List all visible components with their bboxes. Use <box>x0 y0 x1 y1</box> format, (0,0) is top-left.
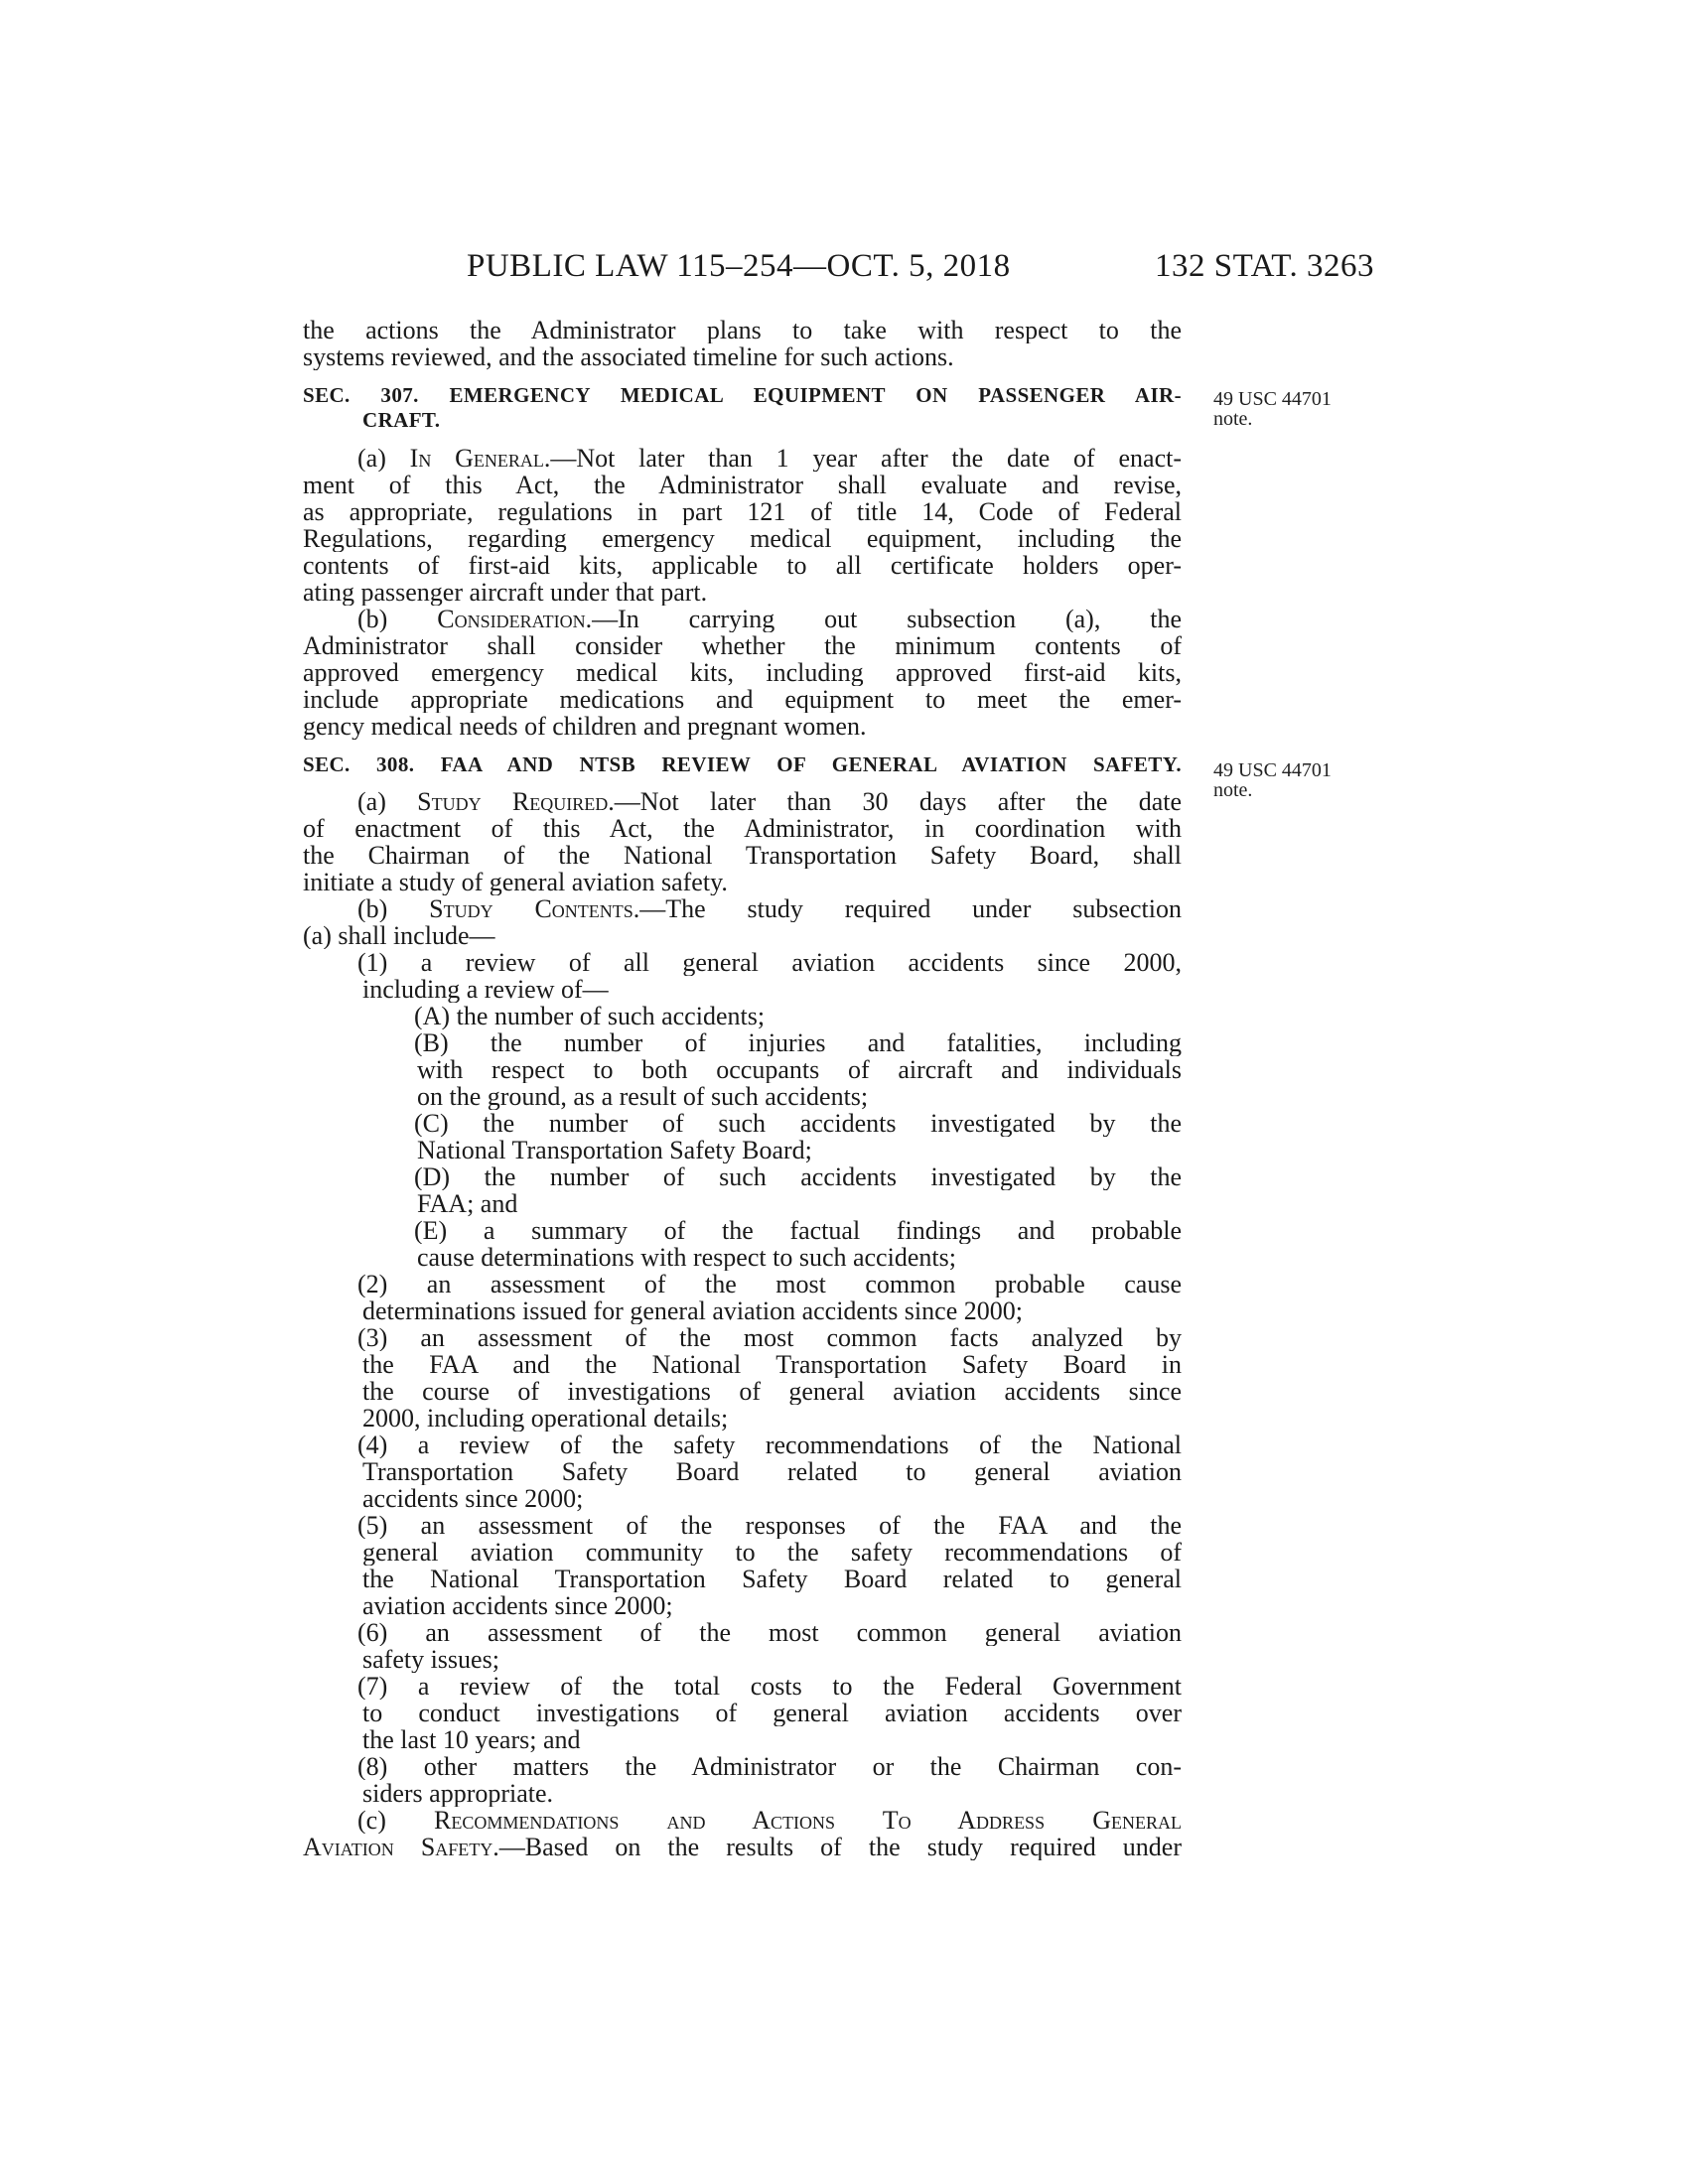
subparagraph-item-d: (D) the number of such accidents investigated by the <box>414 1163 1182 1190</box>
body-line: of enactment of this Act, the Administrator, in coordination with <box>303 815 1182 842</box>
paragraph-item-3: (3) an assessment of the most common facts analyzed by <box>357 1324 1182 1351</box>
subsection-caption: Recommendations and Actions To Address General <box>434 1807 1182 1834</box>
body-line: the course of investigations of general aviation accidents since <box>362 1378 1182 1405</box>
subsection-label: (a) <box>357 445 410 472</box>
body-line: accidents since 2000; <box>362 1485 584 1512</box>
margin-note-suffix: note. <box>1213 408 1253 430</box>
body-line: siders appropriate. <box>362 1780 554 1807</box>
body-line: general aviation community to the safety recommendations of <box>362 1539 1182 1566</box>
section-heading-307: SEC. 307. EMERGENCY MEDICAL EQUIPMENT ON PASSENGER AIR- <box>303 383 1182 407</box>
subsection-caption: In General <box>409 445 544 472</box>
body-line: include appropriate medications and equipment to meet the emer- <box>303 686 1182 713</box>
body-line: to conduct investigations of general aviation accidents over <box>362 1700 1182 1726</box>
subsection-text: .—The study required under subsection <box>633 895 1182 922</box>
body-line: the National Transportation Safety Board related to general <box>362 1566 1182 1592</box>
body-line: the Chairman of the National Transportation Safety Board, shall <box>303 842 1182 869</box>
subsection-307-b <box>357 606 1182 632</box>
section-heading-308: SEC. 308. FAA AND NTSB REVIEW OF GENERAL AVIATION SAFETY. <box>303 752 1182 776</box>
body-line: Regulations, regarding emergency medical equipment, including the <box>303 525 1182 552</box>
subparagraph-item-e: (E) a summary of the factual findings and probable <box>414 1217 1182 1244</box>
body-line: gency medical needs of children and pregnant women. <box>303 713 867 740</box>
paragraph-item-7: (7) a review of the total costs to the Federal Government <box>357 1673 1182 1700</box>
paragraph-item-2: (2) an assessment of the most common probable cause <box>357 1271 1182 1297</box>
paragraph-item-6: (6) an assessment of the most common general aviation <box>357 1619 1182 1646</box>
section-heading-307-cont: CRAFT. <box>362 408 441 432</box>
subsection-caption-cont: Aviation Safety <box>303 1834 493 1860</box>
running-header-title: PUBLIC LAW 115–254—OCT. 5, 2018 <box>467 248 1011 284</box>
margin-note-suffix: note. <box>1213 779 1253 801</box>
subsection-text: .—Not later than 1 year after the date of enact- <box>543 445 1182 472</box>
margin-note-citation: 49 USC 44701 <box>1213 388 1332 410</box>
body-text-column <box>303 0 1182 2184</box>
subsection-caption: Study Required <box>417 788 609 815</box>
subsection-308-a <box>357 788 1182 815</box>
subsection-308-c <box>357 1807 1182 1834</box>
subparagraph-item-a: (A) the number of such accidents; <box>414 1003 766 1029</box>
paragraph-item-5: (5) an assessment of the responses of the FAA and the <box>357 1512 1182 1539</box>
paragraph-item-8: (8) other matters the Administrator or the Chairman con- <box>357 1753 1182 1780</box>
subparagraph-item-c: (C) the number of such accidents investigated by the <box>414 1110 1182 1137</box>
subsection-text: .—Based on the results of the study required under <box>492 1834 1182 1860</box>
body-line: cause determinations with respect to such accidents; <box>417 1244 956 1271</box>
body-line: on the ground, as a result of such accidents; <box>417 1083 869 1110</box>
body-line: systems reviewed, and the associated timeline for such actions. <box>303 343 954 370</box>
paragraph-item-1: (1) a review of all general aviation accidents since 2000, <box>357 949 1182 976</box>
paragraph-item-4: (4) a review of the safety recommendations of the National <box>357 1432 1182 1458</box>
subparagraph-item-b: (B) the number of injuries and fatalities, including <box>414 1029 1182 1056</box>
body-line: the actions the Administrator plans to take with respect to the <box>303 317 1182 343</box>
body-line: National Transportation Safety Board; <box>417 1137 812 1163</box>
body-line: safety issues; <box>362 1646 499 1673</box>
body-line: the last 10 years; and <box>362 1726 581 1753</box>
body-line: Transportation Safety Board related to general aviation <box>362 1458 1182 1485</box>
subsection-307-a <box>357 445 1182 472</box>
body-line: ment of this Act, the Administrator shall evaluate and revise, <box>303 472 1182 498</box>
margin-note-sec308 <box>1213 760 1332 800</box>
subsection-label: (c) <box>357 1807 435 1834</box>
body-line: contents of first-aid kits, applicable to all certificate holders oper- <box>303 552 1182 579</box>
body-line: aviation accidents since 2000; <box>362 1592 673 1619</box>
body-line: Administrator shall consider whether the minimum contents of <box>303 632 1182 659</box>
margin-note-citation: 49 USC 44701 <box>1213 759 1332 781</box>
body-line <box>303 1834 1182 1860</box>
body-line: the FAA and the National Transportation Safety Board in <box>362 1351 1182 1378</box>
subsection-caption: Consideration <box>437 606 586 632</box>
subsection-label: (b) <box>357 606 438 632</box>
body-line: ating passenger aircraft under that part. <box>303 579 708 606</box>
subsection-label: (a) <box>357 788 418 815</box>
subsection-caption: Study Contents <box>429 895 633 922</box>
subsection-text: .—Not later than 30 days after the date <box>608 788 1182 815</box>
margin-note-sec307 <box>1213 389 1332 429</box>
subsection-308-b <box>357 895 1182 922</box>
body-line: including a review of— <box>362 976 609 1003</box>
subsection-text: .—In carrying out subsection (a), the <box>585 606 1182 632</box>
body-line: determinations issued for general aviation accidents since 2000; <box>362 1297 1023 1324</box>
body-line: approved emergency medical kits, including approved first-aid kits, <box>303 659 1182 686</box>
body-line: with respect to both occupants of aircraft and individuals <box>417 1056 1182 1083</box>
page-stat-number: 132 STAT. 3263 <box>1155 248 1375 284</box>
subsection-label: (b) <box>357 895 430 922</box>
body-line: FAA; and <box>417 1190 518 1217</box>
body-line: initiate a study of general aviation safety. <box>303 869 728 895</box>
body-line: as appropriate, regulations in part 121 of title 14, Code of Federal <box>303 498 1182 525</box>
body-line: 2000, including operational details; <box>362 1405 729 1432</box>
body-line: (a) shall include— <box>303 922 495 949</box>
